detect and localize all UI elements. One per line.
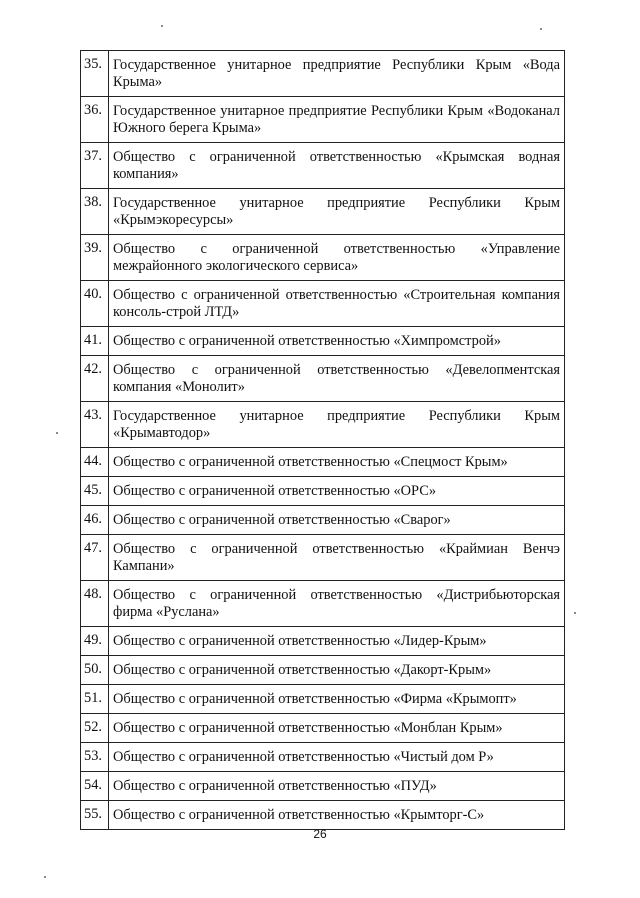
- organization-name: Общество с ограниченной ответственностью «Крымторг-С»: [109, 801, 565, 830]
- scan-speck: [574, 612, 576, 614]
- row-number: 37.: [81, 143, 109, 189]
- table-row: [81, 402, 565, 448]
- row-number: 55.: [81, 801, 109, 830]
- row-number: 40.: [81, 281, 109, 327]
- organization-table-body: [81, 51, 565, 830]
- table-row: [81, 97, 565, 143]
- table-row: [81, 281, 565, 327]
- row-number: 49.: [81, 627, 109, 656]
- organization-name: Общество с ограниченной ответственностью «Фирма «Крымопт»: [109, 685, 565, 714]
- organization-name: Общество с ограниченной ответственностью «Девелопментская компания «Монолит»: [109, 356, 565, 402]
- table-row: [81, 801, 565, 830]
- table-row: [81, 143, 565, 189]
- table-row: [81, 51, 565, 97]
- organization-name: Общество с ограниченной ответственностью «Сварог»: [109, 506, 565, 535]
- table-row: [81, 743, 565, 772]
- row-number: 45.: [81, 477, 109, 506]
- table-row: [81, 327, 565, 356]
- scan-speck: [161, 25, 163, 27]
- row-number: 54.: [81, 772, 109, 801]
- organization-name: Общество с ограниченной ответственностью «Дакорт-Крым»: [109, 656, 565, 685]
- row-number: 41.: [81, 327, 109, 356]
- table-row: [81, 189, 565, 235]
- table-row: [81, 627, 565, 656]
- row-number: 42.: [81, 356, 109, 402]
- organization-table: [80, 50, 565, 830]
- table-row: [81, 685, 565, 714]
- row-number: 47.: [81, 535, 109, 581]
- table-row: [81, 535, 565, 581]
- organization-name: Общество с ограниченной ответственностью «ОРС»: [109, 477, 565, 506]
- row-number: 38.: [81, 189, 109, 235]
- row-number: 36.: [81, 97, 109, 143]
- table-row: [81, 477, 565, 506]
- row-number: 35.: [81, 51, 109, 97]
- table-row: [81, 448, 565, 477]
- organization-name: Общество с ограниченной ответственностью «Химпромстрой»: [109, 327, 565, 356]
- organization-name: Общество с ограниченной ответственностью «Дистрибьюторская фирма «Руслана»: [109, 581, 565, 627]
- organization-name: Общество с ограниченной ответственностью «Монблан Крым»: [109, 714, 565, 743]
- organization-name: Государственное унитарное предприятие Республики Крым «Крымэкоресурсы»: [109, 189, 565, 235]
- organization-name: Общество с ограниченной ответственностью «Крымская водная компания»: [109, 143, 565, 189]
- row-number: 51.: [81, 685, 109, 714]
- table-row: [81, 235, 565, 281]
- organization-name: Государственное унитарное предприятие Республики Крым «Крымавтодор»: [109, 402, 565, 448]
- table-row: [81, 581, 565, 627]
- organization-name: Общество с ограниченной ответственностью «Спецмост Крым»: [109, 448, 565, 477]
- organization-name: Общество с ограниченной ответственностью «Чистый дом Р»: [109, 743, 565, 772]
- organization-name: Государственное унитарное предприятие Республики Крым «Водоканал Южного берега Крыма»: [109, 97, 565, 143]
- row-number: 53.: [81, 743, 109, 772]
- row-number: 52.: [81, 714, 109, 743]
- scan-speck: [44, 876, 46, 878]
- row-number: 46.: [81, 506, 109, 535]
- row-number: 44.: [81, 448, 109, 477]
- organization-name: Общество с ограниченной ответственностью «Лидер-Крым»: [109, 627, 565, 656]
- organization-name: Общество с ограниченной ответственностью «ПУД»: [109, 772, 565, 801]
- table-row: [81, 656, 565, 685]
- row-number: 48.: [81, 581, 109, 627]
- table-row: [81, 506, 565, 535]
- row-number: 50.: [81, 656, 109, 685]
- row-number: 39.: [81, 235, 109, 281]
- organization-name: Государственное унитарное предприятие Республики Крым «Вода Крыма»: [109, 51, 565, 97]
- table-row: [81, 772, 565, 801]
- organization-name: Общество с ограниченной ответственностью «Строительная компания консоль-строй ЛТД»: [109, 281, 565, 327]
- organization-name: Общество с ограниченной ответственностью «Управление межрайонного экологического сервиса»: [109, 235, 565, 281]
- scan-speck: [56, 432, 58, 434]
- organization-name: Общество с ограниченной ответственностью «Краймиан Венчэ Кампани»: [109, 535, 565, 581]
- table-row: [81, 356, 565, 402]
- table-row: [81, 714, 565, 743]
- page-number: 26: [313, 827, 327, 841]
- scan-speck: [540, 28, 542, 30]
- row-number: 43.: [81, 402, 109, 448]
